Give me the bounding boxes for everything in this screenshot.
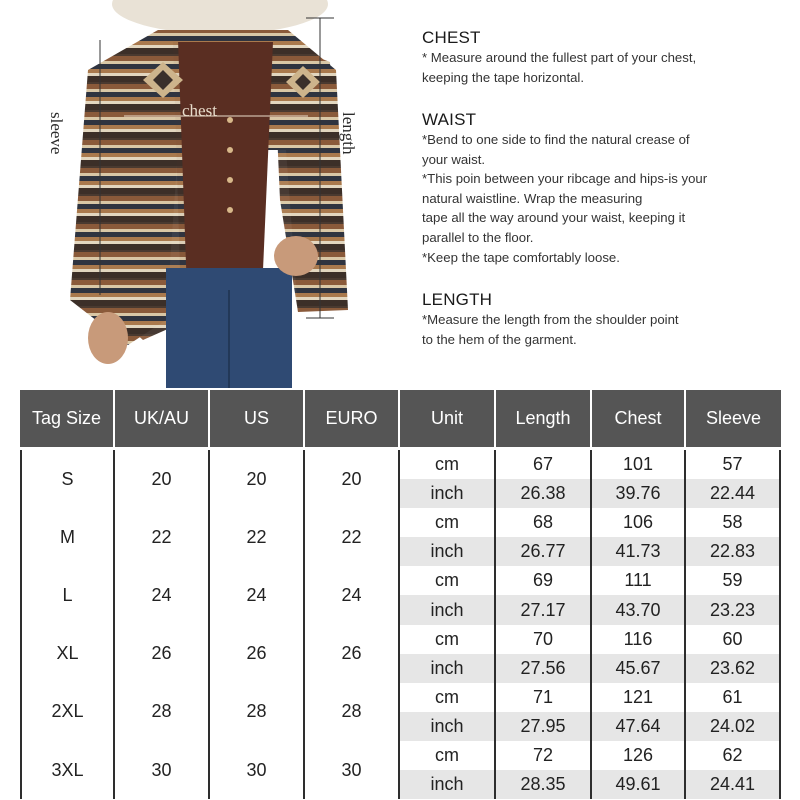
chest-heading: CHEST [422, 28, 481, 47]
tag-size-cell: L [62, 584, 73, 605]
length-label: length [339, 112, 358, 155]
chest-cell: 116 [592, 625, 684, 654]
length-cell: 67 [496, 450, 590, 479]
us-cell: 22 [246, 526, 267, 547]
sleeve-cell: 59 [686, 566, 779, 595]
sleeve-cell: 24.02 [686, 712, 779, 741]
uk-au-cell: 30 [151, 759, 172, 780]
chest-cell: 41.73 [592, 537, 684, 566]
sleeve-cell: 57 [686, 450, 779, 479]
waist-line: tape all the way around your waist, keeping it [422, 210, 686, 226]
chest-line: keeping the tape horizontal. [422, 69, 585, 85]
chest-label: chest [182, 101, 217, 120]
us-cell: 24 [246, 584, 267, 605]
length-cell: 69 [496, 566, 590, 595]
tag-size-cell: S [61, 468, 74, 489]
unit-cell: cm [400, 741, 494, 770]
chest-cell: 111 [592, 566, 684, 595]
header-uk-au: UK/AU [115, 390, 210, 447]
column-length [496, 450, 592, 799]
chest-cell: 126 [592, 741, 684, 770]
waist-line: *Keep the tape comfortably loose. [422, 249, 620, 265]
us-cell: 28 [246, 701, 267, 722]
chest-cell: 47.64 [592, 712, 684, 741]
waist-heading: WAIST [422, 110, 477, 129]
chest-section [422, 28, 792, 87]
length-heading: LENGTH [422, 290, 493, 309]
chest-cell: 101 [592, 450, 684, 479]
unit-cell: cm [400, 566, 494, 595]
waist-section [422, 110, 792, 267]
unit-cell: inch [400, 654, 494, 683]
column-chest [592, 450, 686, 799]
length-line: to the hem of the garment. [422, 331, 577, 347]
tag-size-cell: M [60, 526, 75, 547]
euro-cell: 30 [341, 759, 362, 780]
uk-au-cell: 26 [151, 643, 172, 664]
column-tag-size [20, 450, 115, 799]
header-length: Length [496, 390, 592, 447]
length-section [422, 290, 792, 349]
euro-cell: 24 [341, 584, 362, 605]
waist-line: *Bend to one side to find the natural crease of [422, 132, 690, 147]
sleeve-cell: 24.41 [686, 770, 779, 799]
length-cell: 26.38 [496, 479, 590, 508]
unit-cell: inch [400, 537, 494, 566]
unit-cell: inch [400, 595, 494, 624]
sleeve-cell: 23.23 [686, 595, 779, 624]
unit-cell: cm [400, 508, 494, 537]
header-unit: Unit [400, 390, 496, 447]
length-cell: 71 [496, 683, 590, 712]
length-line: *Measure the length from the shoulder point [422, 312, 679, 327]
us-cell: 20 [246, 468, 267, 489]
header-tag-size: Tag Size [20, 390, 115, 447]
sleeve-cell: 23.62 [686, 654, 779, 683]
tag-size-cell: 2XL [51, 701, 84, 722]
chest-cell: 49.61 [592, 770, 684, 799]
us-cell: 30 [246, 759, 267, 780]
header-sleeve: Sleeve [686, 390, 781, 447]
column-sleeve [686, 450, 781, 799]
tag-size-cell: XL [56, 643, 79, 664]
table-header-row [20, 390, 781, 447]
header-us: US [210, 390, 305, 447]
length-cell: 72 [496, 741, 590, 770]
tag-size-cell: 3XL [51, 759, 84, 780]
sleeve-label: sleeve [47, 112, 66, 155]
length-cell: 27.56 [496, 654, 590, 683]
uk-au-cell: 24 [151, 584, 172, 605]
waist-line: *This poin between your ribcage and hips-is your [422, 171, 708, 187]
unit-cell: cm [400, 450, 494, 479]
column-euro [305, 450, 400, 799]
sleeve-cell: 61 [686, 683, 779, 712]
unit-cell: inch [400, 712, 494, 741]
header-chest: Chest [592, 390, 686, 447]
uk-au-cell: 20 [151, 468, 172, 489]
chest-cell: 121 [592, 683, 684, 712]
waist-line: your waist. [422, 151, 486, 167]
product-photo [48, 0, 364, 388]
euro-cell: 22 [341, 526, 362, 547]
length-cell: 26.77 [496, 537, 590, 566]
chest-cell: 39.76 [592, 479, 684, 508]
chest-line: * Measure around the fullest part of your chest, [422, 50, 697, 65]
chest-cell: 45.67 [592, 654, 684, 683]
uk-au-cell: 28 [151, 701, 172, 722]
us-cell: 26 [246, 643, 267, 664]
unit-cell: cm [400, 625, 494, 654]
euro-cell: 26 [341, 643, 362, 664]
size-chart-table [20, 390, 781, 799]
uk-au-cell: 22 [151, 526, 172, 547]
sleeve-cell: 58 [686, 508, 779, 537]
length-cell: 27.95 [496, 712, 590, 741]
waist-line: parallel to the floor. [422, 229, 534, 245]
unit-cell: cm [400, 683, 494, 712]
waist-line: natural waistline. Wrap the measuring [422, 190, 643, 206]
column-uk-au [115, 450, 210, 799]
sleeve-cell: 60 [686, 625, 779, 654]
length-cell: 68 [496, 508, 590, 537]
table-body [20, 450, 781, 799]
chest-cell: 43.70 [592, 595, 684, 624]
euro-cell: 28 [341, 701, 362, 722]
length-cell: 27.17 [496, 595, 590, 624]
unit-cell: inch [400, 770, 494, 799]
column-unit [400, 450, 496, 799]
euro-cell: 20 [341, 468, 362, 489]
jacket-illustration [48, 0, 364, 388]
length-cell: 28.35 [496, 770, 590, 799]
column-us [210, 450, 305, 799]
chest-cell: 106 [592, 508, 684, 537]
length-cell: 70 [496, 625, 590, 654]
header-euro: EURO [305, 390, 400, 447]
sleeve-cell: 22.83 [686, 537, 779, 566]
sleeve-cell: 62 [686, 741, 779, 770]
unit-cell: inch [400, 479, 494, 508]
sleeve-cell: 22.44 [686, 479, 779, 508]
